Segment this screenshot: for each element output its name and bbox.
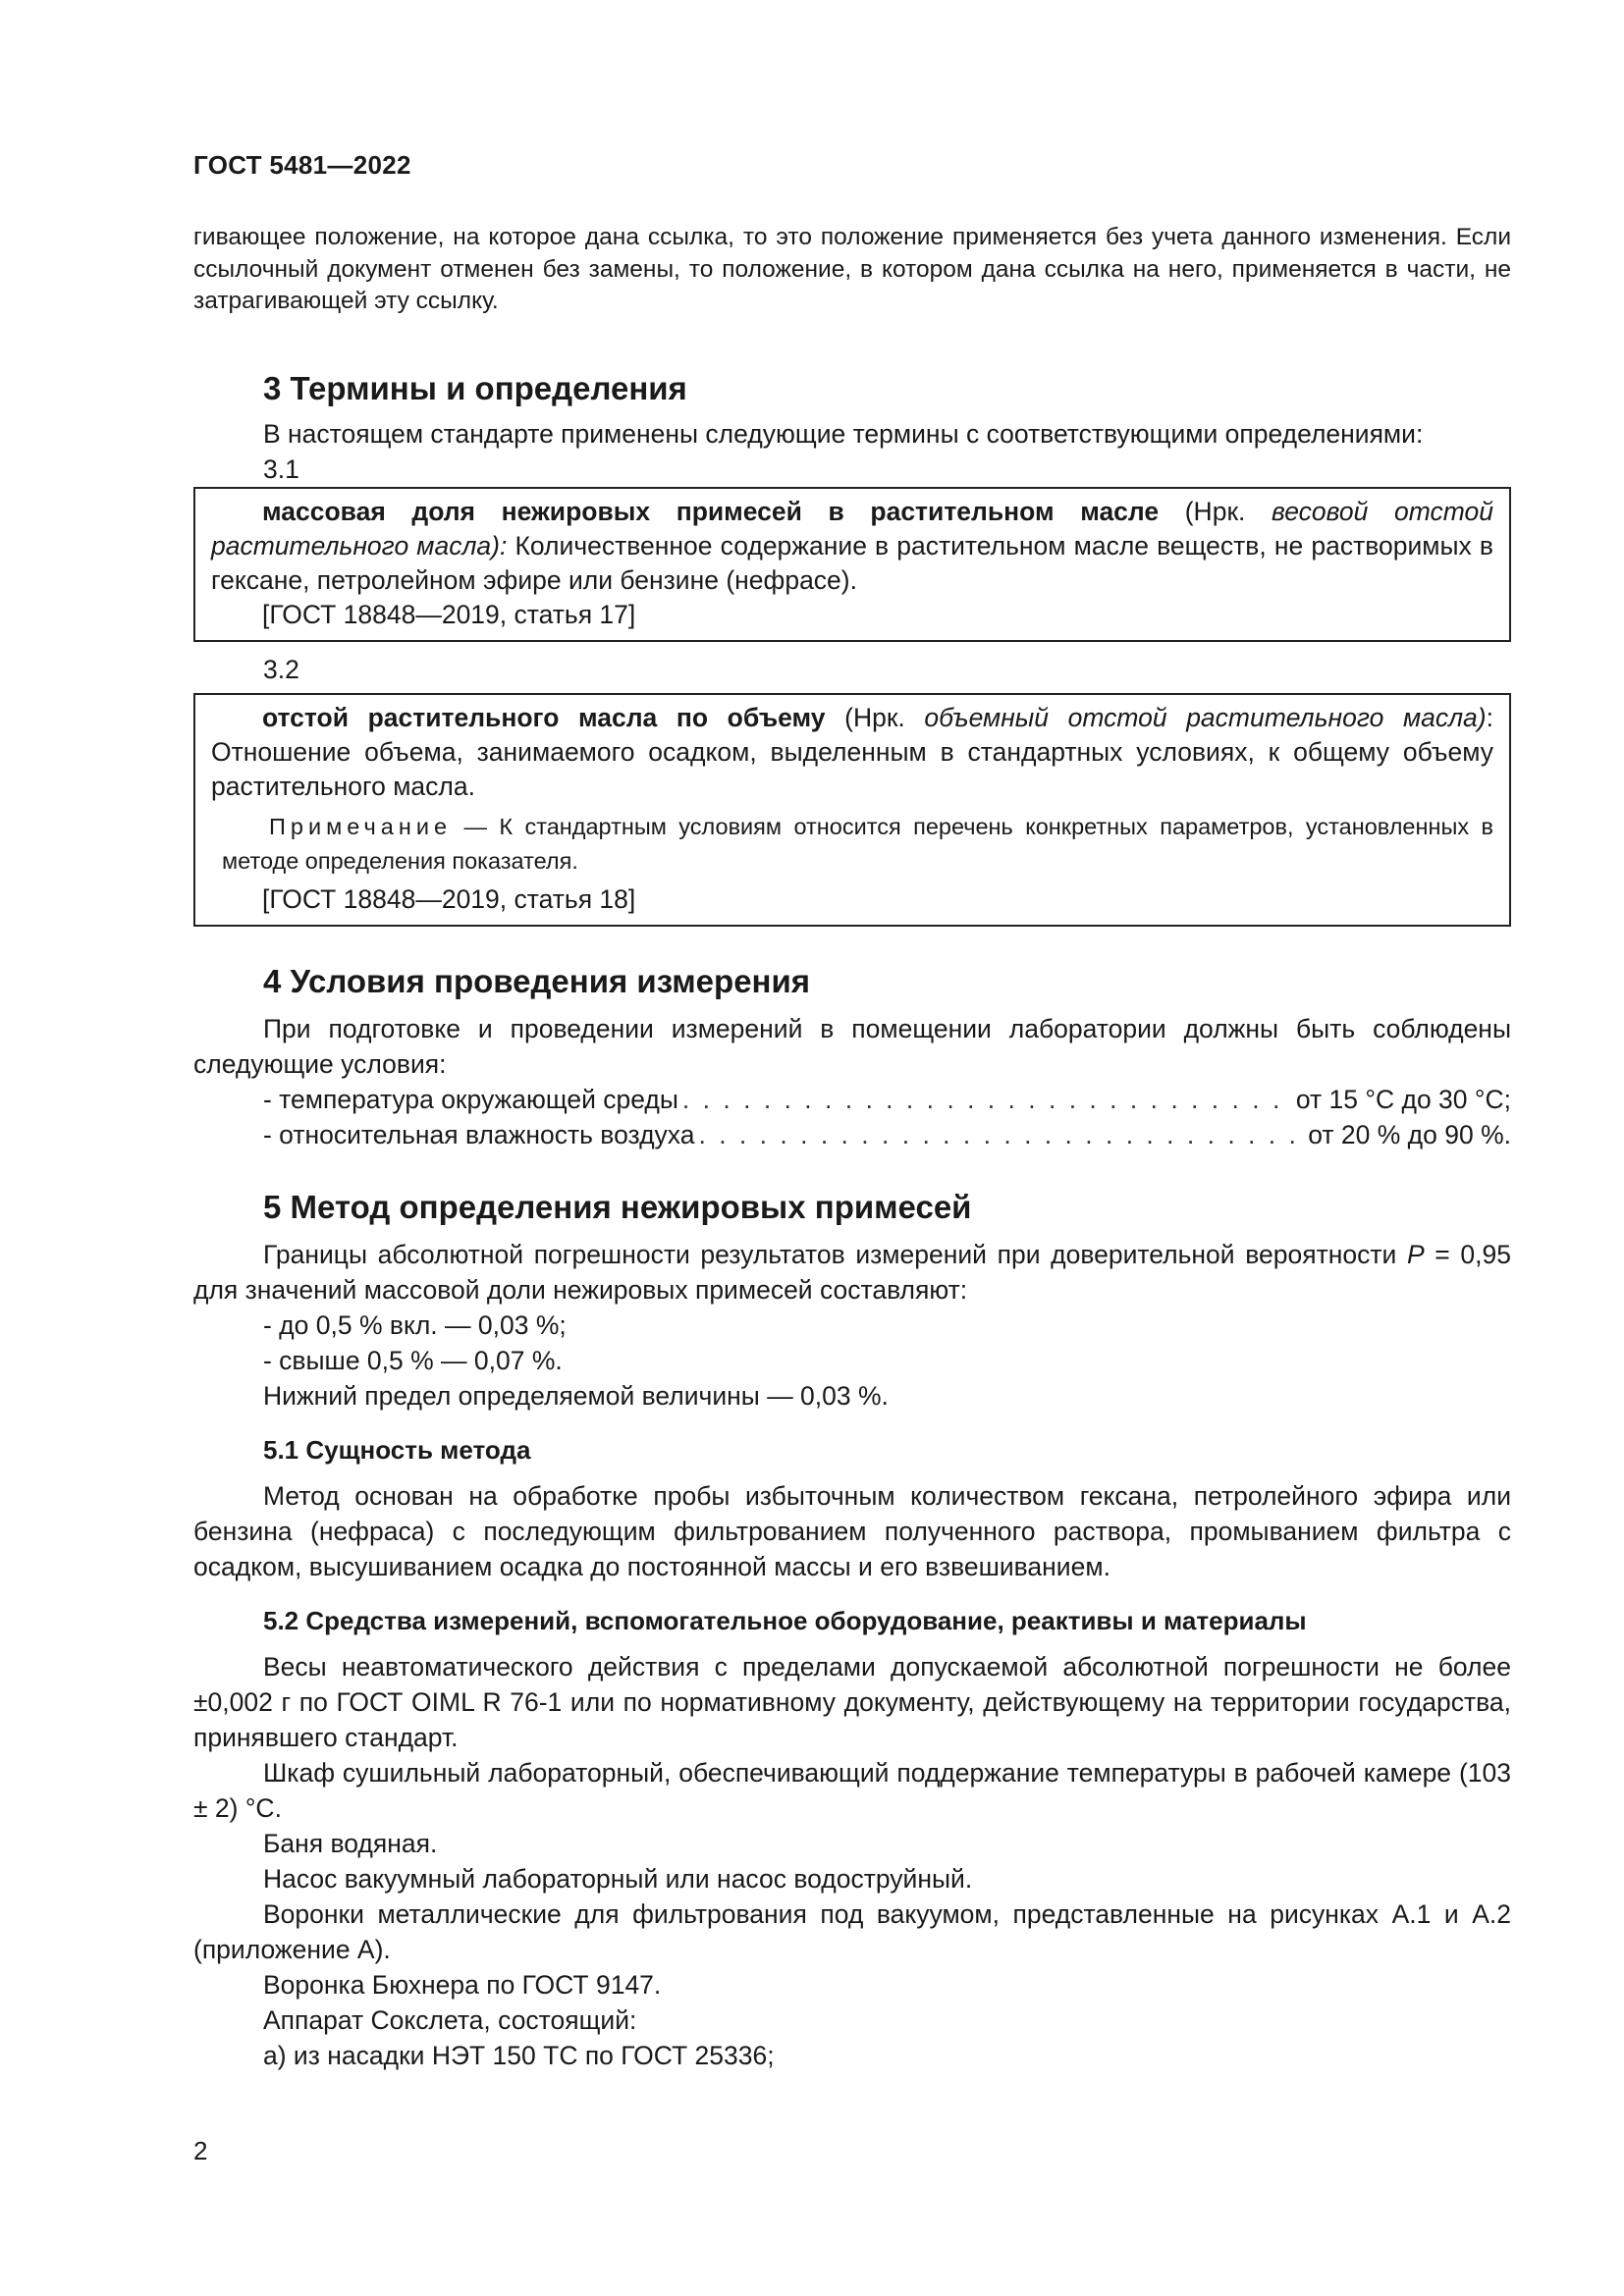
error-item-1: - до 0,5 % вкл. — 0,03 %;: [263, 1309, 567, 1340]
lower-limit: Нижний предел определяемой величины — 0,03 %.: [263, 1380, 889, 1411]
condition-temperature: - температура окружающей среды . . . от 15 °С до 30 °С;: [193, 1082, 1511, 1117]
section-4-title: 4 Условия проведения измерения: [263, 962, 811, 999]
equipment-scales: Весы неавтоматического действия с пределами допускаемой абсолютной погрешности не более ±0,002 г по ГОСТ OIML R 76-1 или по нормативному документу, действующему на территории государства, принявшего стандарт.: [193, 1651, 1511, 1752]
term-3-1-definition: массовая доля нежировых примесей в растительном масле (Нрк. весовой отстой растительного масла): Количественное содержание в растительном масле веществ, не растворимых в гексане, петролейном эфире или бензине (нефрасе).: [211, 496, 1493, 595]
term-3-1-number: 3.1: [263, 454, 299, 484]
equipment-soxhlet: Аппарат Сокслета, состоящий:: [263, 2004, 637, 2035]
section-5-2-title: 5.2 Средства измерений, вспомогательное оборудование, реактивы и материалы: [263, 1605, 1307, 1635]
term-3-2-source: [ГОСТ 18848—2019, статья 18]: [262, 883, 636, 914]
page-content: [193, 222, 1511, 2073]
term-3-2-definition: отстой растительного масла по объему (Нрк. объемный отстой растительного масла): Отношение объема, занимаемого осадком, выделенным в стандартных условиях, к общему объему растительного масла.: [211, 702, 1493, 801]
document-id-header: ГОСТ 5481—2022: [193, 150, 411, 180]
term-3-2-deprecated-term: объемный отстой растительного масла): [924, 702, 1487, 732]
note-label: Примечание: [269, 813, 453, 839]
intro-paragraph: гивающее положение, на которое дана ссылка, то это положение применяется без учета данного изменения. Если ссылочный документ отменен без замены, то положение, в котором дана ссылка на него, применяется в части, не затрагивающей эту ссылку.: [193, 224, 1511, 314]
term-3-2-box: [193, 693, 1511, 927]
condition-humidity: - относительная влажность воздуха . . . от 20 % до 90 %.: [193, 1117, 1511, 1152]
term-3-1-term: массовая доля нежировых примесей в растительном масле: [262, 496, 1160, 526]
section-5-lead: Границы абсолютной погрешности результатов измерений при доверительной вероятности P = 0,95 для значений массовой доли нежировых примесей составляют:: [193, 1239, 1511, 1305]
section-4-lead: При подготовке и проведении измерений в помещении лаборатории должны быть соблюдены следующие условия:: [193, 1013, 1511, 1079]
error-item-2: - свыше 0,5 % — 0,07 %.: [263, 1345, 563, 1375]
term-3-2-number: 3.2: [263, 654, 299, 684]
equipment-soxhlet-item-a: а) из насадки НЭТ 150 ТС по ГОСТ 25336;: [263, 2040, 775, 2070]
term-3-2-note: Примечание — К стандартным условиям относится перечень конкретных параметров, установленных в методе определения показателя.: [222, 813, 1493, 874]
equipment-oven: Шкаф сушильный лабораторный, обеспечивающий поддержание температуры в рабочей камере (103 ± 2) °С.: [193, 1757, 1511, 1823]
equipment-funnels: Воронки металлические для фильтрования под вакуумом, представленные на рисунках А.1 и А.2 (приложение А).: [193, 1898, 1511, 1964]
section-3-title: 3 Термины и определения: [263, 369, 687, 406]
term-3-1-source: [ГОСТ 18848—2019, статья 17]: [262, 599, 636, 629]
equipment-pump: Насос вакуумный лабораторный или насос водоструйный.: [263, 1863, 973, 1894]
equipment-bath: Баня водяная.: [263, 1828, 438, 1858]
equipment-buchner: Воронка Бюхнера по ГОСТ 9147.: [263, 1969, 662, 2000]
section-5-title: 5 Метод определения нежировых примесей: [263, 1188, 972, 1225]
term-3-1-deprecated-term: весовой отстой растительного масла):: [211, 496, 1493, 561]
term-3-2-term: отстой растительного масла по объему: [262, 702, 826, 732]
section-3-lead: В настоящем стандарте применены следующие термины с соответствующими определениями:: [263, 418, 1424, 449]
page-number: 2: [193, 2136, 208, 2165]
term-3-1-box: [193, 487, 1511, 642]
section-5-1-title: 5.1 Сущность метода: [263, 1434, 531, 1465]
section-5-1-text: Метод основан на обработке пробы избыточным количеством гексана, петролейного эфира или бензина (нефраса) с последующим фильтрованием полученного раствора, промыванием фильтра с осадком, высушиванием осадка до постоянной массы и его взвешиванием.: [193, 1480, 1511, 1581]
